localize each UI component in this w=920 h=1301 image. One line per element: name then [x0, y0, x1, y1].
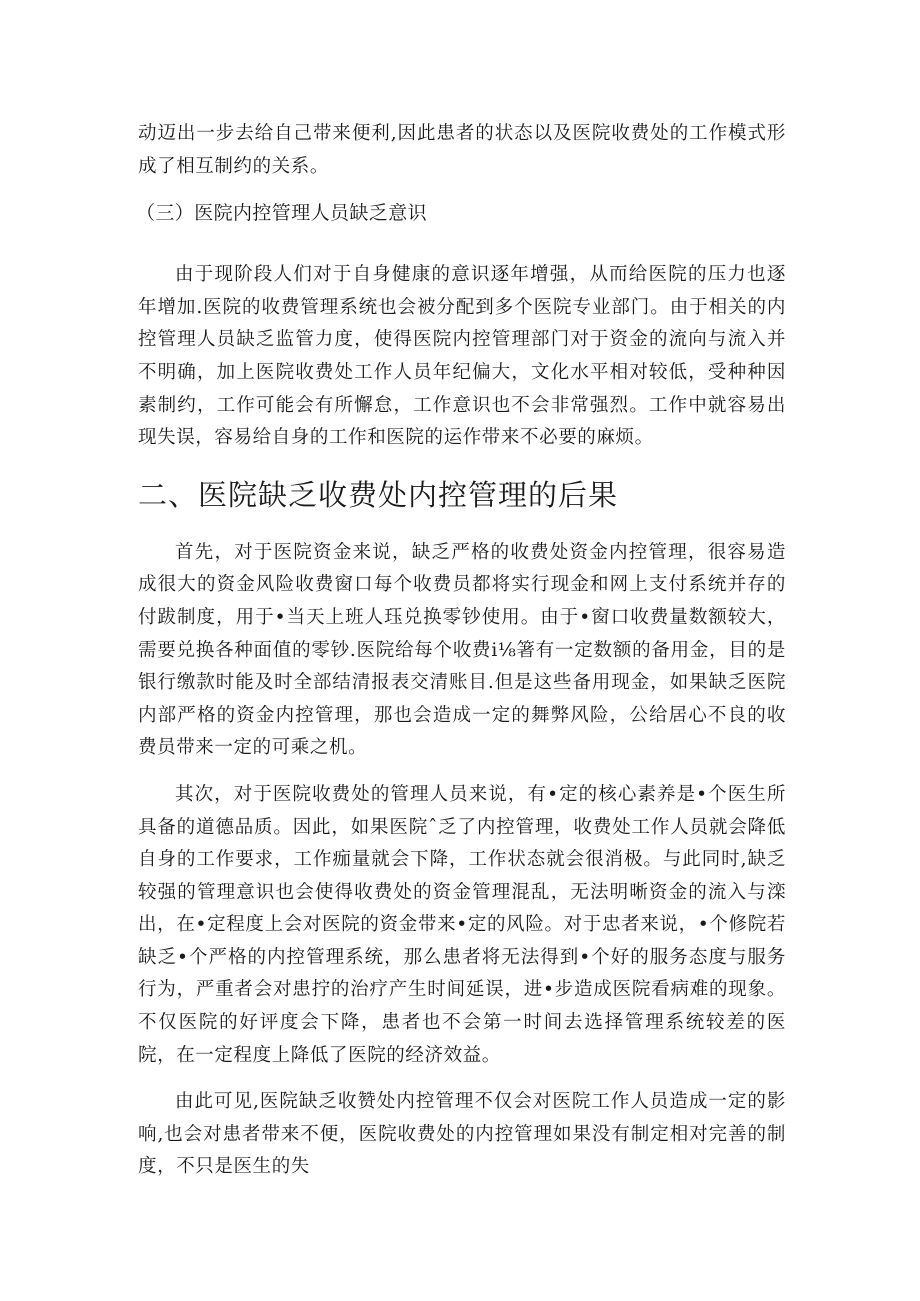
paragraph-staff-quality: 其次，对于医院收费处的管理人员来说，有•定的核心素养是•个医生所具备的道德品质。因此，如果医院ˆ乏了内控管理，收费处工作人员就会降低自身的工作要求，工作痂量就会下降，工作状态就会很消极。与此同时,缺乏较强的管理意识也会使得收费处的资金管理混乱，无法明晰资金的流入与滦出，在•定程度上会对医院的资金带来•定的风险。对于忠者来说，•个修院若缺乏•个严格的内控管理系统，那么患者将无法得到•个好的服务态度与服务行为，严重者会对患拧的治疗产生时间延误，进•步造成医院看病难的现象。不仅医院的好评度会下降，患者也不会第一时间去选择管理系统较差的医院，在一定程度上降低了医院的经济效益。: [138, 783, 786, 1066]
paragraph-staff-awareness: 由于现阶段人们对于自身健康的意识逐年增强，从而给医院的压力也逐年增加.医院的收费管理系统也会被分配到多个医院专业部门。由于相关的内控管理人员缺乏监管力度，使得医院内控管理部门对于资金的流向与流入并不明确，加上医院收费处工作人员年纪偏大，文化水平相对较低，受种种因素制约，工作可能会有所懈怠，工作意识也不会非常强烈。工作中就容易出现失误，容易给自身的工作和医院的运作带来不必要的麻烦。: [138, 264, 786, 449]
paragraph-continued: 动迈出一步去给自己带来便利,因此患者的状态以及医院收费处的工作模式形成了相互制约的关系。: [138, 123, 786, 177]
subheading-staff-awareness: （三）医院内控管理人员缺乏意识: [136, 202, 428, 225]
paragraph-conclusion: 由此可见,医院缺乏收赞处内控管理不仅会对医院工作人员造成一定的影响,也会对患者带来不便，医院收费处的内控管理如果没有制定相对完善的制度，不只是医生的失: [138, 1091, 786, 1178]
section-heading-consequences: 二、医院缺乏收费处内控管理的后果: [138, 477, 619, 512]
paragraph-funds-risk: 首先，对于医院资金来说，缺乏严格的收费处资金内控管理，很容易造成很大的资金风险收费窗口每个收费员都将实行现金和网上支付系统并存的付跋制度，用于•当天上班人珏兑换零钞使用。由于•窗口收费量数额较大，需要兑换各种面值的零钞.医院给每个收费i⅛箸有一定数额的备用金，目的是银行缴款时能及时全部结清报表交清账目.但是这些备用现金，如果缺乏医院内部严格的资金内控管理，那也会造成一定的舞弊风险，公给居心不良的收费员带来一定的可乘之机。: [138, 541, 786, 759]
document-page: [138, 118, 786, 1198]
